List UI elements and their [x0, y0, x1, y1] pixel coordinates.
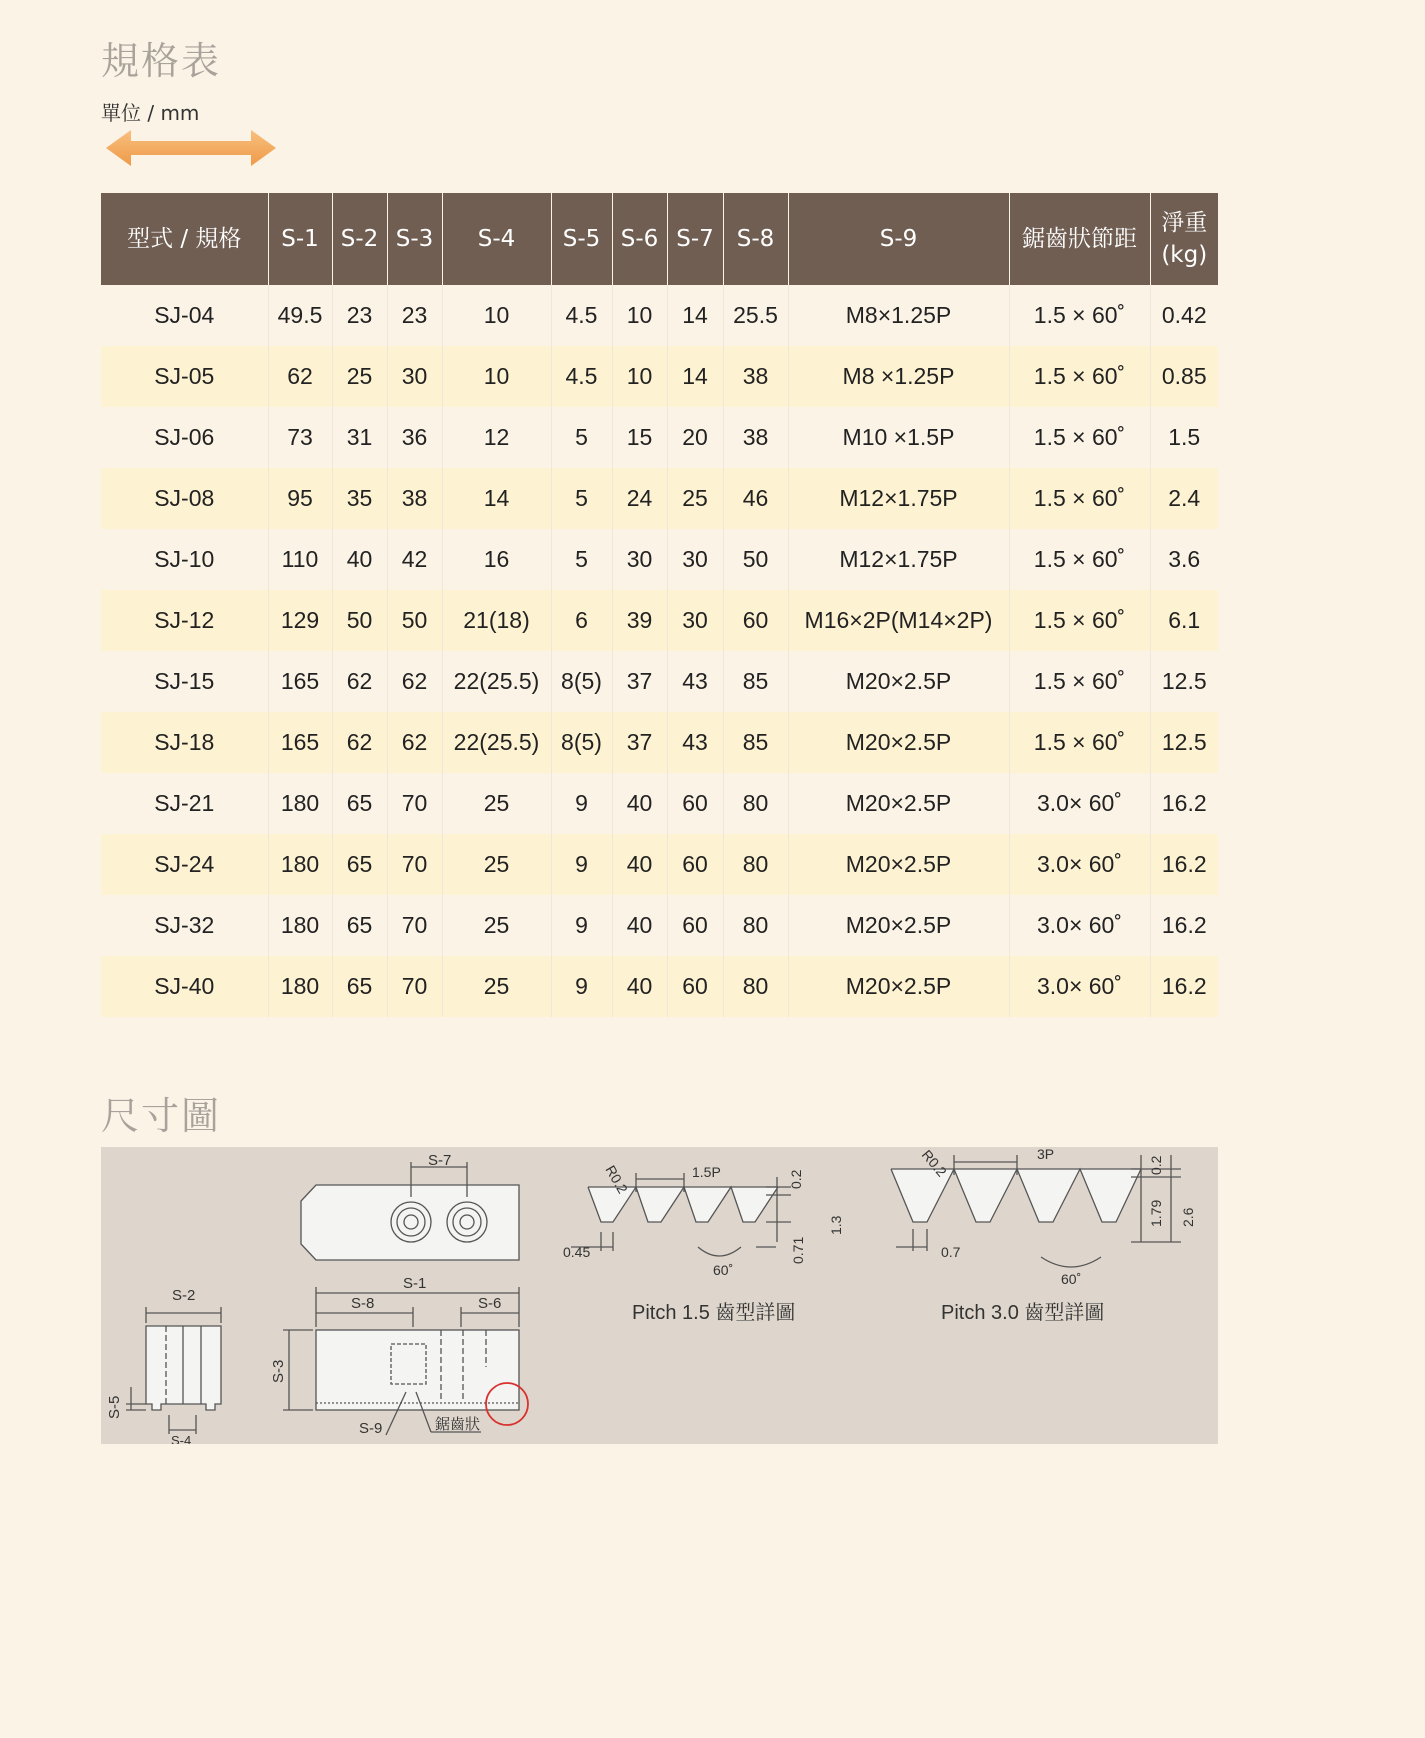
cell-s9: M12×1.75P — [788, 529, 1009, 590]
cell-s2: 23 — [332, 285, 387, 346]
p15-depth-top: 0.2 — [788, 1169, 804, 1189]
cell-model: SJ-12 — [101, 590, 268, 651]
cell-s9: M8×1.25P — [788, 285, 1009, 346]
cell-serration-pitch: 1.5 × 60˚ — [1009, 651, 1150, 712]
cell-s3: 38 — [387, 468, 442, 529]
cell-serration-pitch: 3.0× 60˚ — [1009, 956, 1150, 1017]
header-s6: S-6 — [612, 193, 667, 285]
cell-model: SJ-21 — [101, 773, 268, 834]
cell-s3: 70 — [387, 895, 442, 956]
label-s2: S-2 — [172, 1287, 196, 1304]
p30-radius: R0.2 — [918, 1147, 950, 1180]
p30-pitch: 3P — [1037, 1147, 1055, 1162]
cell-s9: M10 ×1.5P — [788, 407, 1009, 468]
cell-s7: 43 — [667, 651, 723, 712]
cell-s8: 80 — [723, 834, 788, 895]
p30-caption: Pitch 3.0 齒型詳圖 — [941, 1302, 1105, 1324]
p30-angle: 60˚ — [1061, 1271, 1082, 1287]
cell-s5: 5 — [551, 529, 612, 590]
p30-depth-top: 0.2 — [1148, 1155, 1164, 1175]
cell-s5: 9 — [551, 773, 612, 834]
cell-weight: 16.2 — [1150, 773, 1218, 834]
cell-s2: 35 — [332, 468, 387, 529]
cell-s2: 62 — [332, 651, 387, 712]
table-row — [101, 346, 1218, 407]
cell-s4: 25 — [442, 834, 551, 895]
p15-height: 1.3 — [828, 1215, 844, 1235]
cell-s8: 85 — [723, 651, 788, 712]
cell-s8: 85 — [723, 712, 788, 773]
header-s1: S-1 — [268, 193, 332, 285]
cell-s7: 14 — [667, 346, 723, 407]
cell-s2: 31 — [332, 407, 387, 468]
table-row — [101, 529, 1218, 590]
cell-s8: 60 — [723, 590, 788, 651]
cell-s7: 30 — [667, 590, 723, 651]
spec-table-body — [101, 285, 1218, 1017]
cell-s1: 95 — [268, 468, 332, 529]
cell-s8: 80 — [723, 895, 788, 956]
cell-s1: 129 — [268, 590, 332, 651]
cell-s9: M20×2.5P — [788, 956, 1009, 1017]
cell-s8: 50 — [723, 529, 788, 590]
cell-serration-pitch: 1.5 × 60˚ — [1009, 712, 1150, 773]
cell-s3: 62 — [387, 651, 442, 712]
cell-s1: 180 — [268, 956, 332, 1017]
cell-serration-pitch: 1.5 × 60˚ — [1009, 590, 1150, 651]
cell-s2: 65 — [332, 834, 387, 895]
table-header-row — [101, 193, 1218, 285]
spec-section-title: 規格表 — [101, 39, 222, 83]
cell-s9: M20×2.5P — [788, 712, 1009, 773]
cell-s8: 80 — [723, 773, 788, 834]
table-row — [101, 834, 1218, 895]
cell-s6: 40 — [612, 773, 667, 834]
p30-width: 0.7 — [941, 1244, 961, 1260]
cell-s6: 15 — [612, 407, 667, 468]
p30-height: 2.6 — [1180, 1207, 1196, 1227]
double-arrow-icon — [106, 128, 276, 168]
cell-model: SJ-32 — [101, 895, 268, 956]
cell-s3: 62 — [387, 712, 442, 773]
cell-s9: M16×2P(M14×2P) — [788, 590, 1009, 651]
cell-s5: 6 — [551, 590, 612, 651]
cell-serration-pitch: 1.5 × 60˚ — [1009, 407, 1150, 468]
label-s3: S-3 — [270, 1359, 287, 1383]
cell-s4: 10 — [442, 285, 551, 346]
header-weight — [1150, 193, 1218, 285]
cell-s9: M20×2.5P — [788, 834, 1009, 895]
cell-s7: 60 — [667, 834, 723, 895]
cell-s9: M12×1.75P — [788, 468, 1009, 529]
cell-s8: 38 — [723, 346, 788, 407]
cell-s9: M8 ×1.25P — [788, 346, 1009, 407]
label-s7: S-7 — [428, 1152, 452, 1169]
cell-model: SJ-24 — [101, 834, 268, 895]
cell-serration-pitch: 1.5 × 60˚ — [1009, 468, 1150, 529]
cell-s4: 10 — [442, 346, 551, 407]
cell-s3: 70 — [387, 773, 442, 834]
cell-s2: 62 — [332, 712, 387, 773]
cell-s7: 60 — [667, 895, 723, 956]
table-row — [101, 651, 1218, 712]
header-s8: S-8 — [723, 193, 788, 285]
cell-s1: 73 — [268, 407, 332, 468]
cell-s5: 9 — [551, 834, 612, 895]
cell-s1: 110 — [268, 529, 332, 590]
cell-s3: 30 — [387, 346, 442, 407]
cell-s3: 50 — [387, 590, 442, 651]
cell-weight: 2.4 — [1150, 468, 1218, 529]
cell-s1: 165 — [268, 712, 332, 773]
cell-model: SJ-40 — [101, 956, 268, 1017]
cell-s2: 65 — [332, 895, 387, 956]
cell-weight: 0.85 — [1150, 346, 1218, 407]
cell-s3: 36 — [387, 407, 442, 468]
cell-weight: 16.2 — [1150, 895, 1218, 956]
cell-model: SJ-06 — [101, 407, 268, 468]
cell-s6: 10 — [612, 346, 667, 407]
p15-angle: 60˚ — [713, 1262, 734, 1278]
cell-s4: 22(25.5) — [442, 651, 551, 712]
cell-s2: 65 — [332, 773, 387, 834]
cell-s6: 40 — [612, 956, 667, 1017]
cell-s1: 62 — [268, 346, 332, 407]
header-s2: S-2 — [332, 193, 387, 285]
cell-weight: 12.5 — [1150, 712, 1218, 773]
cell-weight: 1.5 — [1150, 407, 1218, 468]
table-row — [101, 468, 1218, 529]
cell-s9: M20×2.5P — [788, 773, 1009, 834]
spec-table — [101, 193, 1218, 1017]
table-row — [101, 773, 1218, 834]
cell-s4: 21(18) — [442, 590, 551, 651]
cell-s5: 8(5) — [551, 651, 612, 712]
p30-depth: 1.79 — [1148, 1199, 1164, 1227]
cell-s5: 9 — [551, 956, 612, 1017]
cell-s5: 4.5 — [551, 285, 612, 346]
cell-s2: 40 — [332, 529, 387, 590]
label-s9: S-9 — [359, 1420, 383, 1437]
p15-radius: R0.2 — [602, 1162, 632, 1197]
cell-s7: 43 — [667, 712, 723, 773]
cell-weight: 16.2 — [1150, 956, 1218, 1017]
dimension-section-title: 尺寸圖 — [101, 1094, 222, 1138]
label-s4: S-4 — [171, 1433, 192, 1444]
header-model: 型式 / 規格 — [101, 193, 268, 285]
header-s9: S-9 — [788, 193, 1009, 285]
cell-s4: 16 — [442, 529, 551, 590]
cell-s1: 180 — [268, 773, 332, 834]
cell-s5: 8(5) — [551, 712, 612, 773]
cell-s5: 5 — [551, 468, 612, 529]
cell-s1: 49.5 — [268, 285, 332, 346]
cell-s1: 180 — [268, 834, 332, 895]
header-s7: S-7 — [667, 193, 723, 285]
header-serration-pitch: 鋸齒狀節距 — [1009, 193, 1150, 285]
cell-s1: 180 — [268, 895, 332, 956]
unit-label: 單位 / mm — [101, 101, 200, 125]
cell-s7: 30 — [667, 529, 723, 590]
label-s6: S-6 — [478, 1295, 502, 1312]
cell-weight: 16.2 — [1150, 834, 1218, 895]
cell-serration-pitch: 1.5 × 60˚ — [1009, 285, 1150, 346]
label-s5: S-5 — [106, 1395, 123, 1419]
dimension-diagram — [101, 1147, 1218, 1444]
cell-s4: 25 — [442, 895, 551, 956]
cell-s4: 25 — [442, 956, 551, 1017]
cell-s5: 4.5 — [551, 346, 612, 407]
cell-s7: 25 — [667, 468, 723, 529]
cell-model: SJ-15 — [101, 651, 268, 712]
cell-s3: 42 — [387, 529, 442, 590]
table-row — [101, 895, 1218, 956]
header-s4: S-4 — [442, 193, 551, 285]
p15-pitch: 1.5P — [692, 1164, 721, 1180]
cell-s4: 22(25.5) — [442, 712, 551, 773]
cell-model: SJ-10 — [101, 529, 268, 590]
cell-s6: 37 — [612, 712, 667, 773]
cell-weight: 0.42 — [1150, 285, 1218, 346]
cell-s6: 37 — [612, 651, 667, 712]
cell-s2: 50 — [332, 590, 387, 651]
cell-model: SJ-04 — [101, 285, 268, 346]
cell-serration-pitch: 3.0× 60˚ — [1009, 773, 1150, 834]
cell-s7: 60 — [667, 773, 723, 834]
cell-serration-pitch: 3.0× 60˚ — [1009, 834, 1150, 895]
cell-s5: 5 — [551, 407, 612, 468]
cell-s8: 38 — [723, 407, 788, 468]
cell-s9: M20×2.5P — [788, 895, 1009, 956]
label-serration: 鋸齒狀 — [435, 1416, 481, 1433]
cell-s7: 20 — [667, 407, 723, 468]
p15-caption: Pitch 1.5 齒型詳圖 — [632, 1302, 796, 1324]
cell-s6: 10 — [612, 285, 667, 346]
cell-s6: 24 — [612, 468, 667, 529]
header-weight-line1: 淨重 — [1161, 210, 1208, 236]
cell-s6: 40 — [612, 895, 667, 956]
cell-s4: 12 — [442, 407, 551, 468]
cell-s9: M20×2.5P — [788, 651, 1009, 712]
cell-s8: 80 — [723, 956, 788, 1017]
table-row — [101, 956, 1218, 1017]
cell-s8: 46 — [723, 468, 788, 529]
cell-model: SJ-08 — [101, 468, 268, 529]
cell-s1: 165 — [268, 651, 332, 712]
cell-s4: 25 — [442, 773, 551, 834]
cell-s7: 14 — [667, 285, 723, 346]
header-s5: S-5 — [551, 193, 612, 285]
cell-serration-pitch: 3.0× 60˚ — [1009, 895, 1150, 956]
cell-weight: 12.5 — [1150, 651, 1218, 712]
p15-bottom: 0.71 — [790, 1236, 806, 1264]
p15-width: 0.45 — [563, 1244, 591, 1260]
cell-s6: 40 — [612, 834, 667, 895]
header-weight-line2: (kg) — [1161, 242, 1208, 268]
cell-s3: 70 — [387, 956, 442, 1017]
cell-model: SJ-05 — [101, 346, 268, 407]
dimension-drawing — [101, 1147, 1218, 1444]
cell-s2: 65 — [332, 956, 387, 1017]
header-s3: S-3 — [387, 193, 442, 285]
cell-s4: 14 — [442, 468, 551, 529]
cell-s3: 23 — [387, 285, 442, 346]
cell-weight: 3.6 — [1150, 529, 1218, 590]
cell-serration-pitch: 1.5 × 60˚ — [1009, 529, 1150, 590]
label-s8: S-8 — [351, 1295, 375, 1312]
cell-s6: 30 — [612, 529, 667, 590]
cell-s5: 9 — [551, 895, 612, 956]
label-s1: S-1 — [403, 1275, 427, 1292]
table-row — [101, 285, 1218, 346]
table-row — [101, 712, 1218, 773]
cell-model: SJ-18 — [101, 712, 268, 773]
cell-s8: 25.5 — [723, 285, 788, 346]
cell-s6: 39 — [612, 590, 667, 651]
table-row — [101, 590, 1218, 651]
cell-serration-pitch: 1.5 × 60˚ — [1009, 346, 1150, 407]
table-row — [101, 407, 1218, 468]
cell-s3: 70 — [387, 834, 442, 895]
cell-weight: 6.1 — [1150, 590, 1218, 651]
cell-s2: 25 — [332, 346, 387, 407]
cell-s7: 60 — [667, 956, 723, 1017]
